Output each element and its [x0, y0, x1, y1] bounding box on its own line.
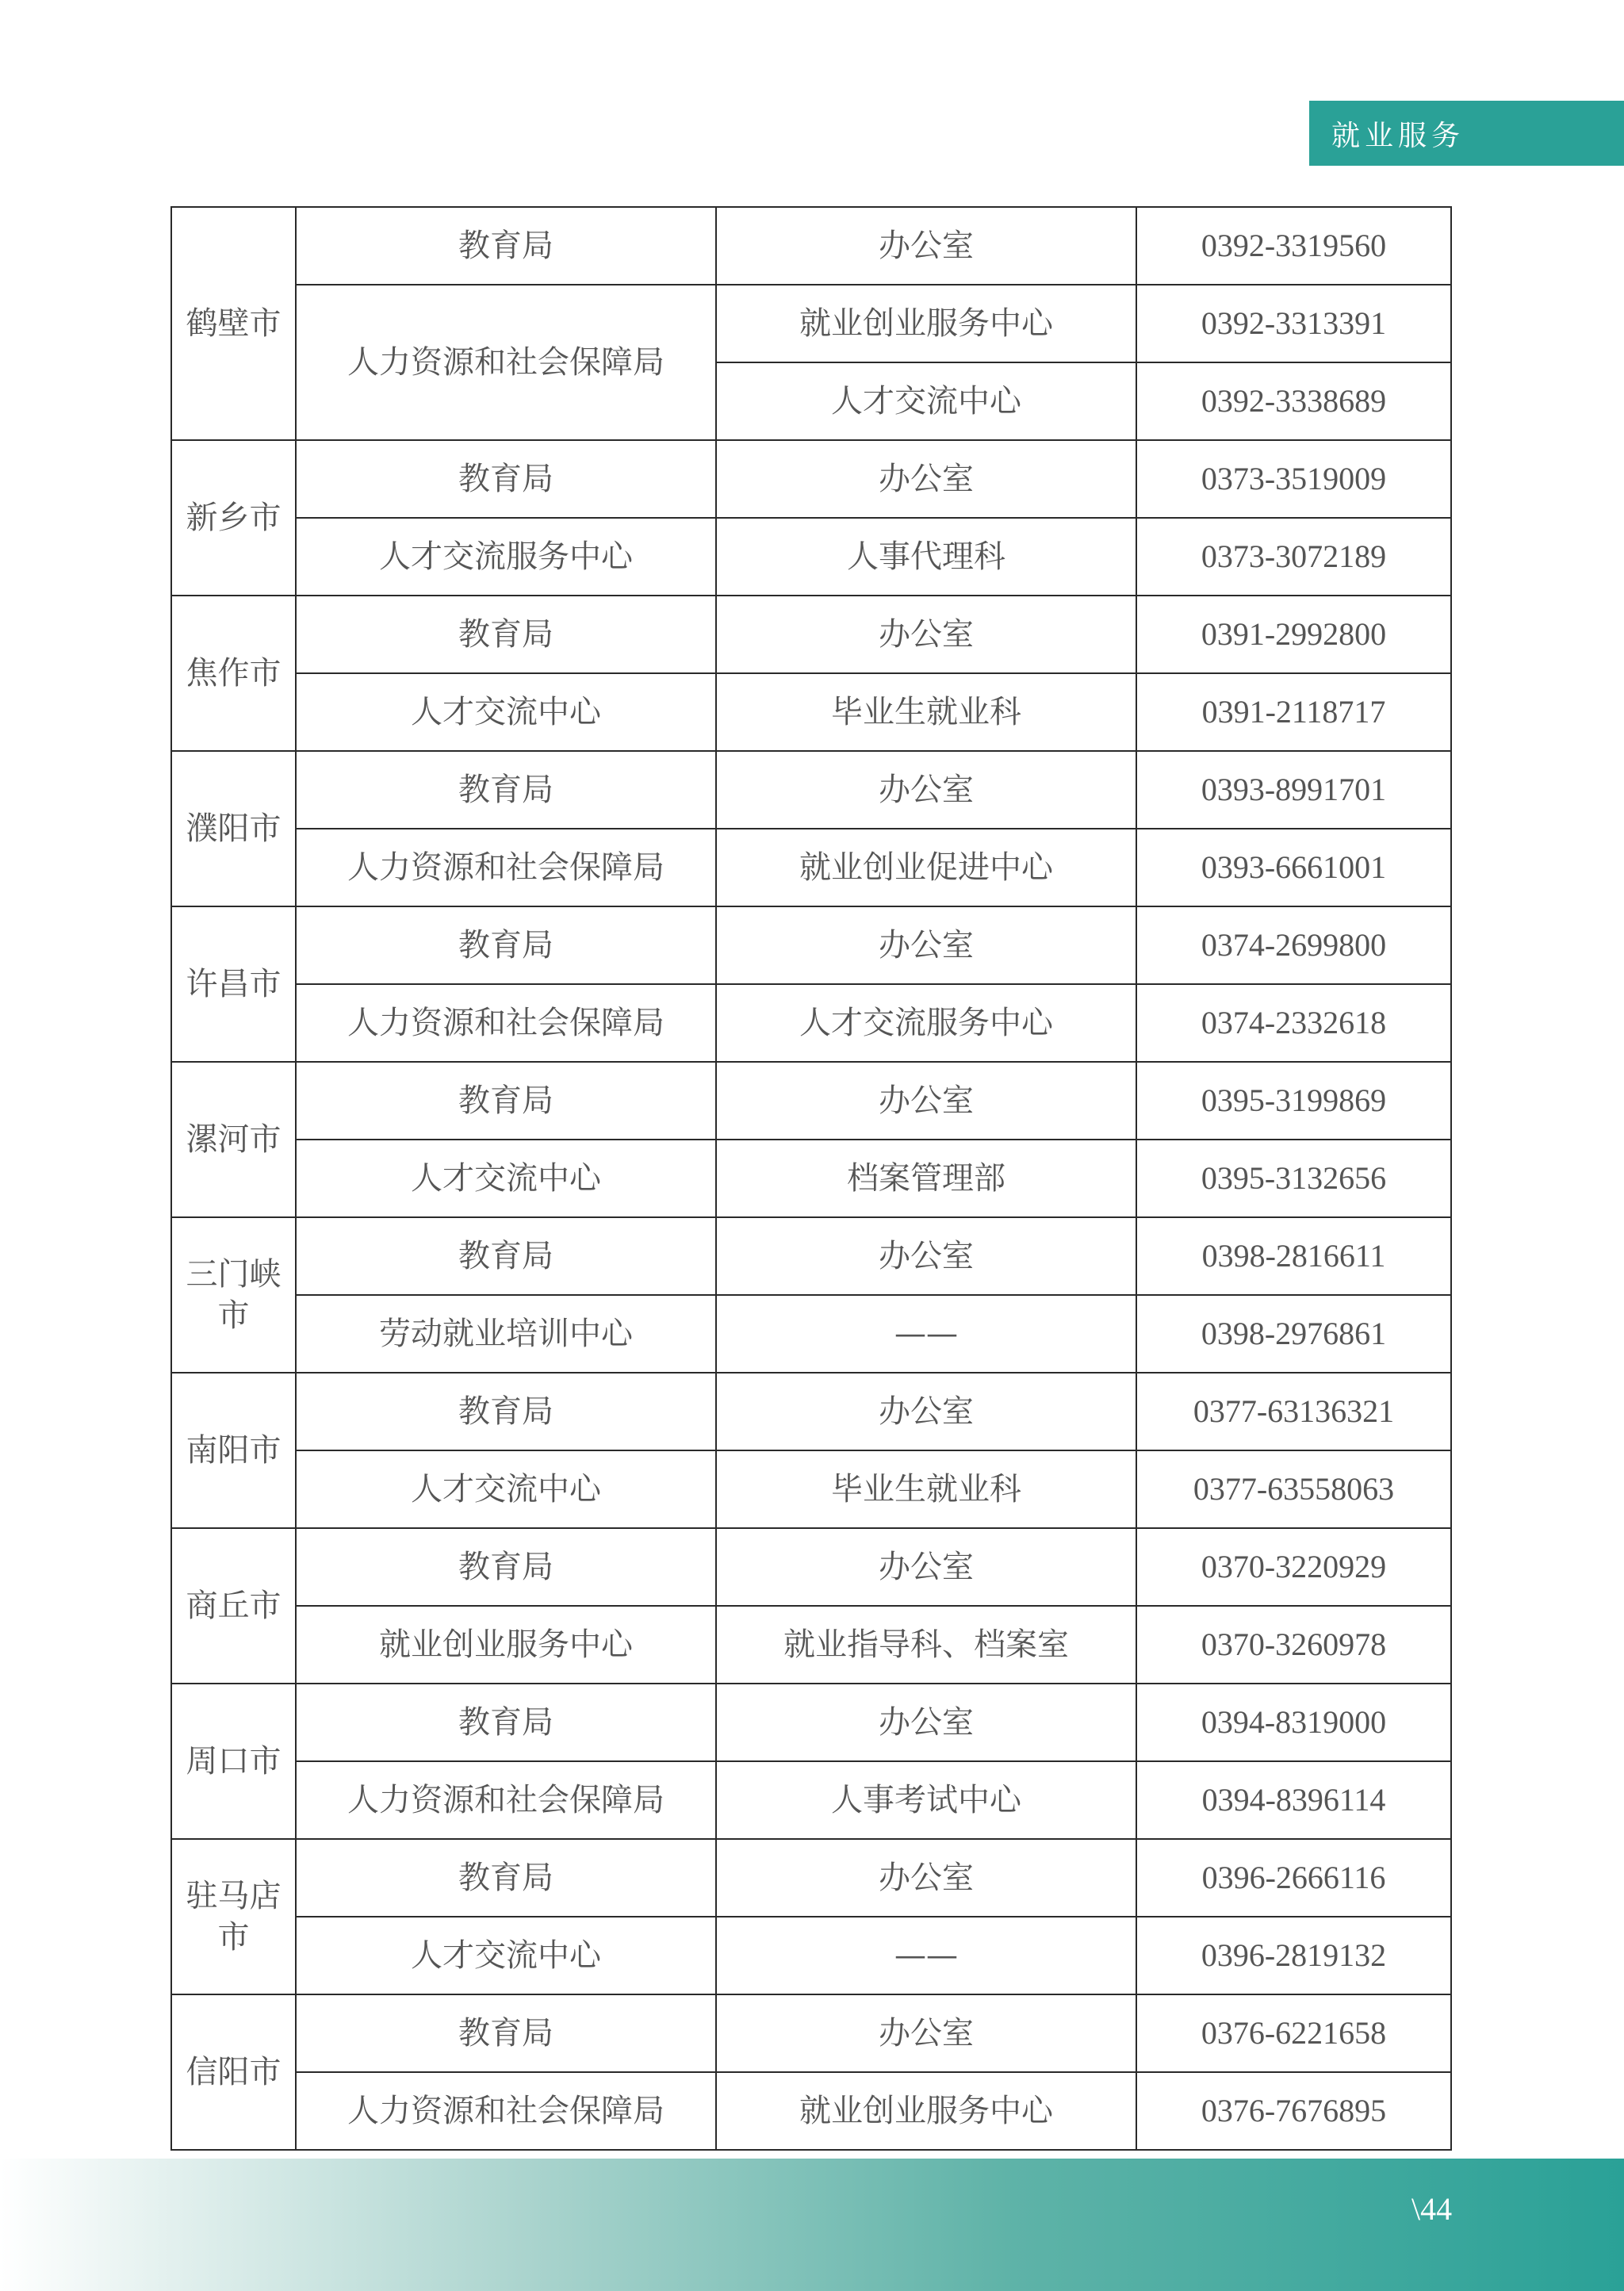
department-cell: 教育局: [296, 596, 716, 673]
phone-cell: 0376-7676895: [1136, 2072, 1451, 2150]
office-cell: 办公室: [716, 1528, 1136, 1606]
department-cell: 教育局: [296, 1062, 716, 1140]
city-cell: 鹤壁市: [171, 207, 296, 440]
phone-cell: 0373-3072189: [1136, 518, 1451, 596]
table-row: [171, 207, 1451, 285]
office-cell: 人事代理科: [716, 518, 1136, 596]
section-title-tab: [1309, 101, 1624, 166]
table-row: [171, 596, 1451, 673]
office-cell: 人才交流中心: [716, 362, 1136, 440]
section-title: 就业服务: [1331, 119, 1465, 152]
phone-cell: 0373-3519009: [1136, 440, 1451, 518]
table-row: [171, 829, 1451, 906]
office-cell: 办公室: [716, 1217, 1136, 1295]
table-row: [171, 1761, 1451, 1839]
phone-cell: 0392-3319560: [1136, 207, 1451, 285]
department-cell: 人才交流中心: [296, 1140, 716, 1217]
city-cell: 濮阳市: [171, 751, 296, 906]
department-cell: 教育局: [296, 1994, 716, 2072]
city-cell: 漯河市: [171, 1062, 296, 1217]
office-cell: 毕业生就业科: [716, 1450, 1136, 1528]
department-cell: 人才交流中心: [296, 673, 716, 751]
office-cell: 办公室: [716, 1373, 1136, 1450]
office-cell: 办公室: [716, 1684, 1136, 1761]
phone-cell: 0393-8991701: [1136, 751, 1451, 829]
city-cell: 驻马店市: [171, 1839, 296, 1994]
department-cell: 人力资源和社会保障局: [296, 285, 716, 440]
office-cell: 办公室: [716, 596, 1136, 673]
table-row: [171, 1839, 1451, 1917]
table-row: [171, 673, 1451, 751]
phone-cell: 0391-2118717: [1136, 673, 1451, 751]
phone-cell: 0377-63558063: [1136, 1450, 1451, 1528]
table-row: [171, 1140, 1451, 1217]
department-cell: 人力资源和社会保障局: [296, 829, 716, 906]
phone-cell: 0395-3132656: [1136, 1140, 1451, 1217]
city-cell: 商丘市: [171, 1528, 296, 1684]
city-cell: 南阳市: [171, 1373, 296, 1528]
table-row: [171, 2072, 1451, 2150]
office-cell: 办公室: [716, 440, 1136, 518]
phone-cell: 0394-8396114: [1136, 1761, 1451, 1839]
office-cell: 就业指导科、档案室: [716, 1606, 1136, 1684]
department-cell: 教育局: [296, 1839, 716, 1917]
footer-band: [0, 2159, 1624, 2291]
table-row: [171, 1373, 1451, 1450]
office-cell: ——: [716, 1295, 1136, 1373]
office-cell: 办公室: [716, 751, 1136, 829]
office-cell: 就业创业服务中心: [716, 285, 1136, 362]
department-cell: 教育局: [296, 1528, 716, 1606]
department-cell: 教育局: [296, 1684, 716, 1761]
office-cell: 就业创业服务中心: [716, 2072, 1136, 2150]
table-row: [171, 1917, 1451, 1994]
table-row: [171, 984, 1451, 1062]
office-cell: 人才交流服务中心: [716, 984, 1136, 1062]
department-cell: 人才交流服务中心: [296, 518, 716, 596]
office-cell: 就业创业促进中心: [716, 829, 1136, 906]
city-cell: 许昌市: [171, 906, 296, 1062]
department-cell: 劳动就业培训中心: [296, 1295, 716, 1373]
phone-cell: 0374-2332618: [1136, 984, 1451, 1062]
department-cell: 就业创业服务中心: [296, 1606, 716, 1684]
table-row: [171, 1450, 1451, 1528]
table-row: [171, 285, 1451, 362]
department-cell: 人才交流中心: [296, 1917, 716, 1994]
phone-cell: 0396-2666116: [1136, 1839, 1451, 1917]
table-row: [171, 1062, 1451, 1140]
table-row: [171, 1684, 1451, 1761]
office-cell: 办公室: [716, 207, 1136, 285]
city-cell: 信阳市: [171, 1994, 296, 2150]
office-cell: 办公室: [716, 1994, 1136, 2072]
office-cell: 办公室: [716, 1062, 1136, 1140]
phone-cell: 0370-3220929: [1136, 1528, 1451, 1606]
department-cell: 人力资源和社会保障局: [296, 984, 716, 1062]
table-row: [171, 518, 1451, 596]
office-cell: 办公室: [716, 1839, 1136, 1917]
phone-cell: 0393-6661001: [1136, 829, 1451, 906]
phone-cell: 0398-2816611: [1136, 1217, 1451, 1295]
phone-cell: 0392-3313391: [1136, 285, 1451, 362]
phone-cell: 0396-2819132: [1136, 1917, 1451, 1994]
city-cell: 周口市: [171, 1684, 296, 1839]
city-cell: 三门峡市: [171, 1217, 296, 1373]
phone-cell: 0391-2992800: [1136, 596, 1451, 673]
office-cell: ——: [716, 1917, 1136, 1994]
phone-cell: 0395-3199869: [1136, 1062, 1451, 1140]
department-cell: 人力资源和社会保障局: [296, 1761, 716, 1839]
table-row: [171, 1217, 1451, 1295]
department-cell: 人力资源和社会保障局: [296, 2072, 716, 2150]
office-cell: 办公室: [716, 906, 1136, 984]
page-number: \44: [1411, 2191, 1453, 2227]
table-row: [171, 1606, 1451, 1684]
phone-cell: 0398-2976861: [1136, 1295, 1451, 1373]
department-cell: 教育局: [296, 440, 716, 518]
department-cell: 教育局: [296, 906, 716, 984]
city-cell: 焦作市: [171, 596, 296, 751]
phone-cell: 0377-63136321: [1136, 1373, 1451, 1450]
office-cell: 人事考试中心: [716, 1761, 1136, 1839]
phone-cell: 0370-3260978: [1136, 1606, 1451, 1684]
department-cell: 教育局: [296, 1217, 716, 1295]
phone-cell: 0392-3338689: [1136, 362, 1451, 440]
phone-cell: 0394-8319000: [1136, 1684, 1451, 1761]
city-cell: 新乡市: [171, 440, 296, 596]
table-row: [171, 440, 1451, 518]
table-row: [171, 1295, 1451, 1373]
table-row: [171, 751, 1451, 829]
phone-cell: 0376-6221658: [1136, 1994, 1451, 2072]
phone-cell: 0374-2699800: [1136, 906, 1451, 984]
office-cell: 毕业生就业科: [716, 673, 1136, 751]
table-row: [171, 1994, 1451, 2072]
table-row: [171, 1528, 1451, 1606]
department-cell: 教育局: [296, 1373, 716, 1450]
department-cell: 教育局: [296, 751, 716, 829]
contact-table: [170, 206, 1452, 2151]
department-cell: 教育局: [296, 207, 716, 285]
department-cell: 人才交流中心: [296, 1450, 716, 1528]
table-row: [171, 906, 1451, 984]
office-cell: 档案管理部: [716, 1140, 1136, 1217]
